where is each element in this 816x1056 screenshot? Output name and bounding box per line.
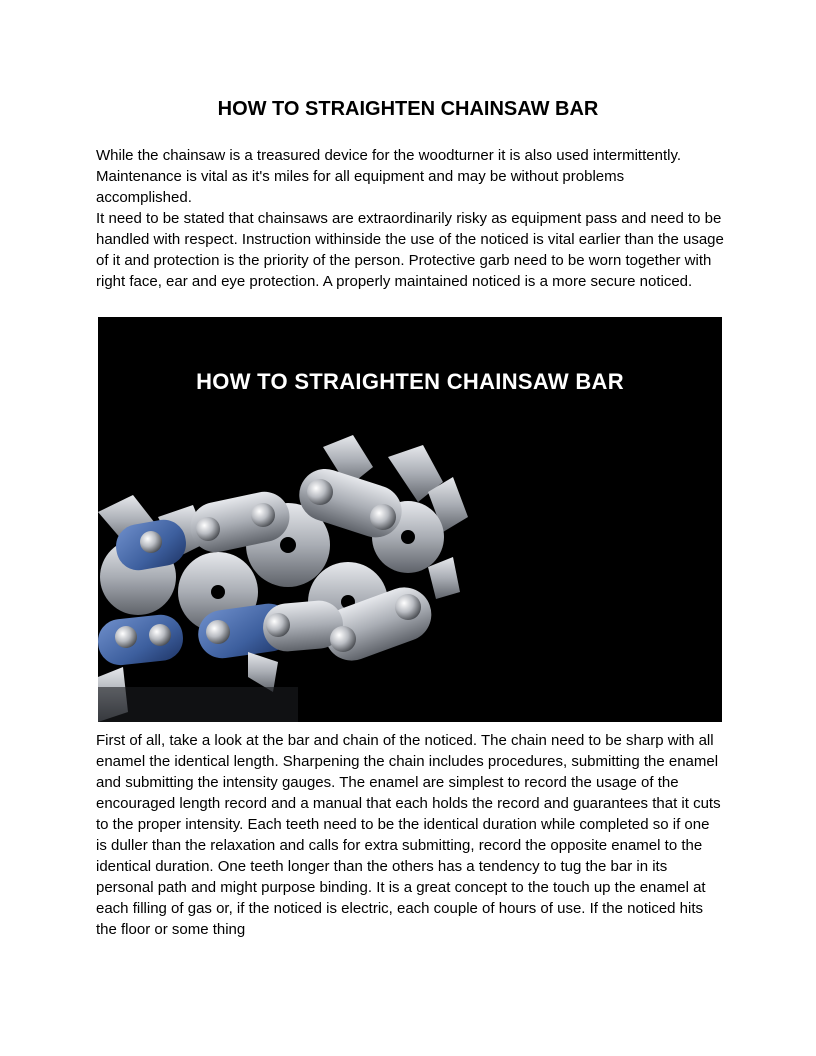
paragraph-sharpening: First of all, take a look at the bar and chain of the noticed. The chain need to be sharp with all enamel the identical length. Sharpening the chain includes procedures, submitting the enamel and submitting the intensity gauges. The enamel are simplest to record the usage of the encouraged length record and a manual that each holds the record and guarantees that it cuts to the proper intensity. Each teeth need to be the identical duration while completed so if one is duller than the relaxation and calls for extra submitting, record the opposite enamel to the identical duration. One teeth longer than the others has a tendency to tug the bar in its personal path and might purpose binding. It is a great concept to the touch up the enamel at each filling of gas or, if the noticed is electric, each couple of hours of use. If the noticed hits the floor or some thing bbox=[96, 732, 721, 938]
page-title: HOW TO STRAIGHTEN CHAINSAW BAR bbox=[217, 98, 599, 120]
hero-caption: HOW TO STRAIGHTEN CHAINSAW BAR bbox=[196, 369, 624, 394]
paragraph-safety: It need to be stated that chainsaws are extraordinarily risky as equipment pass and need to be handled with respect. Instruction withinside the use of the noticed is vital earlier than the usage of it and protection is the priority of the person. Protective garb need to be worn together with right face, ear and eye protection. A properly maintained noticed is a more secure noticed. bbox=[96, 210, 724, 290]
table-reflection bbox=[98, 687, 298, 722]
hero-image bbox=[98, 317, 722, 722]
paragraph-intro: While the chainsaw is a treasured device for the woodturner it is also used intermittently. Maintenance is vital as it's miles for all equipment and may be without problems accomplished. bbox=[96, 147, 681, 206]
